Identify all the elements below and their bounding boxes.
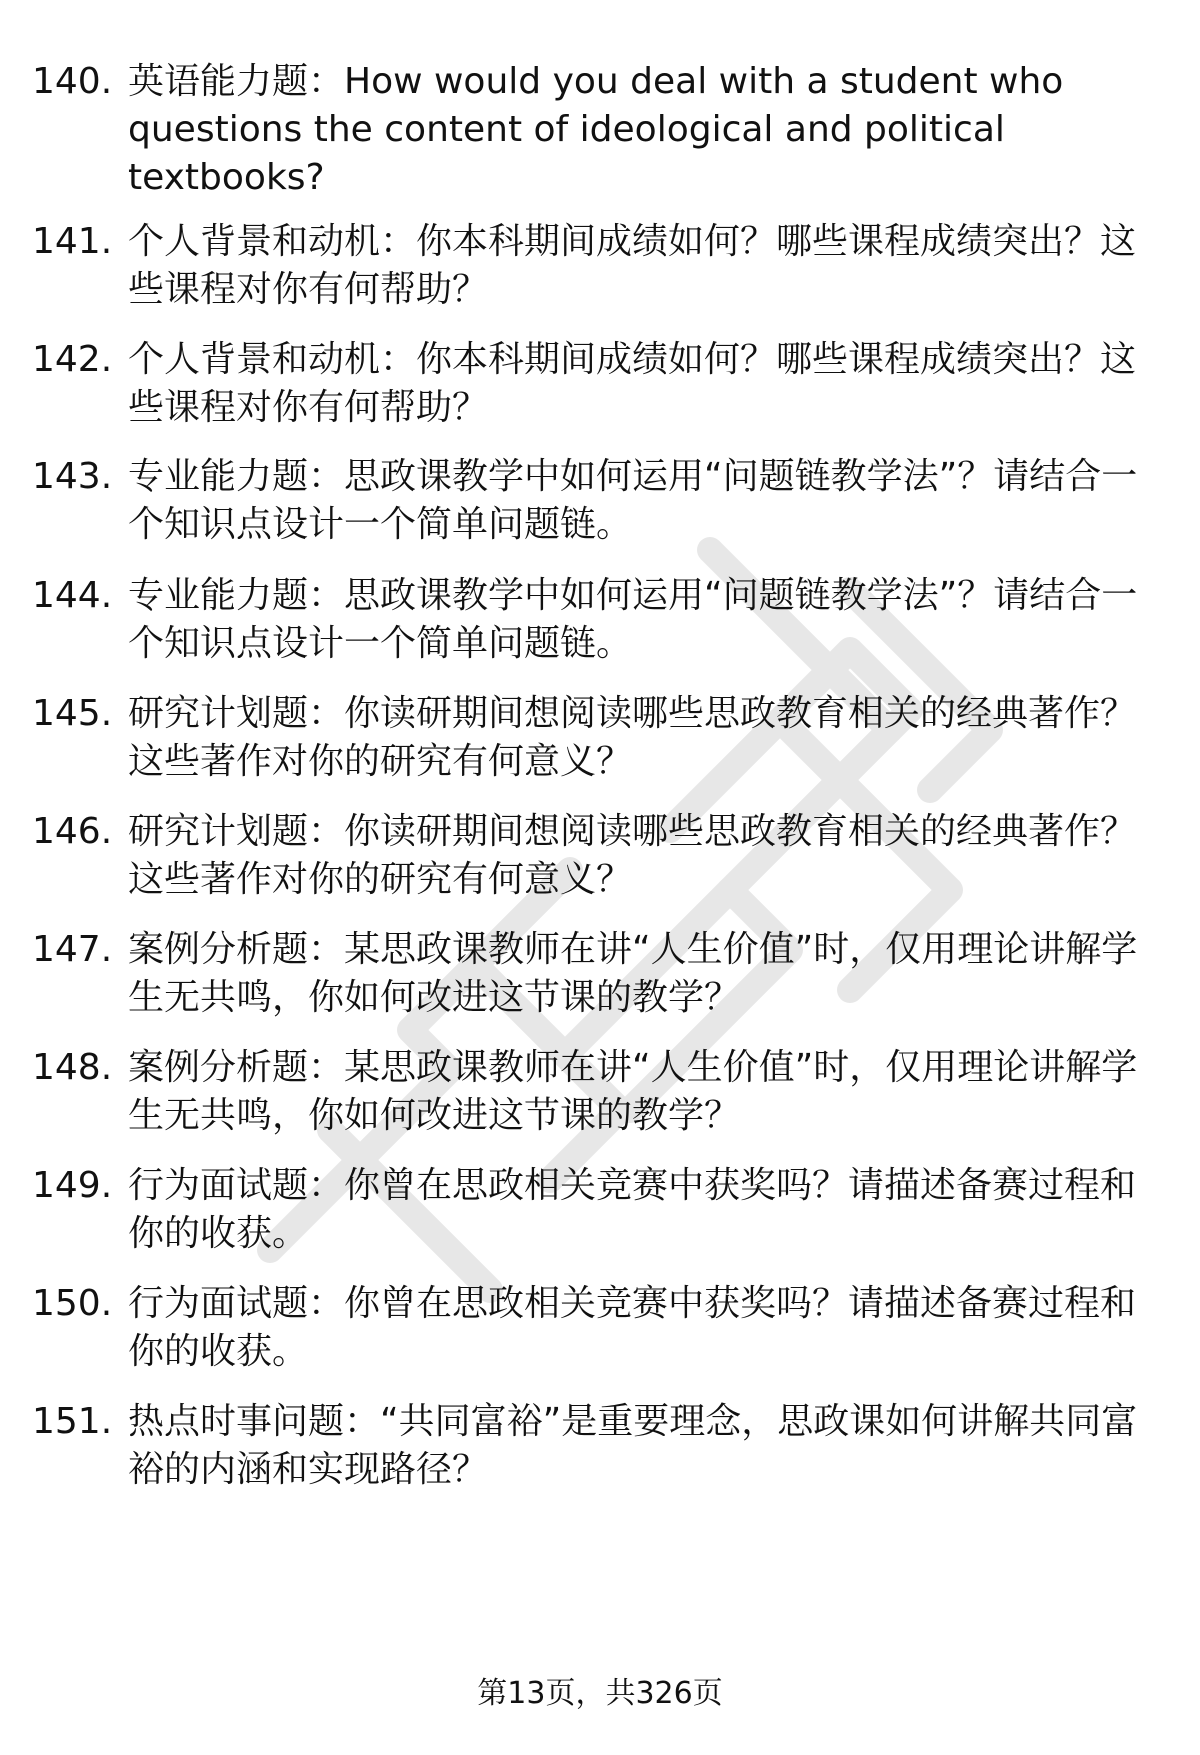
question-number: 141. [32,221,113,262]
question-number: 149. [32,1165,113,1206]
question-text: 专业能力题：思政课教学中如何运用“问题链教学法”？请结合一个知识点设计一个简单问题链。 [128,456,1138,545]
question-text: 研究计划题：你读研期间想阅读哪些思政教育相关的经典著作？这些著作对你的研究有何意义？ [128,811,1137,900]
question-text: 案例分析题：某思政课教师在讲“人生价值”时，仅用理论讲解学生无共鸣，你如何改进这节课的教学？ [128,1047,1138,1136]
question-text: 专业能力题：思政课教学中如何运用“问题链教学法”？请结合一个知识点设计一个简单问题链。 [128,575,1138,664]
question-text: 行为面试题：你曾在思政相关竞赛中获奖吗？请描述备赛过程和你的收获。 [128,1165,1137,1254]
question-number: 140. [32,61,113,102]
question-number: 150. [32,1283,113,1324]
question-number: 143. [32,456,113,497]
question-text: 行为面试题：你曾在思政相关竞赛中获奖吗？请描述备赛过程和你的收获。 [128,1283,1137,1372]
question-text: 个人背景和动机：你本科期间成绩如何？哪些课程成绩突出？这些课程对你有何帮助？ [128,339,1137,428]
page-footer: 第13页，共326页 [477,1676,723,1711]
question-number: 151. [32,1401,113,1442]
question-text: 案例分析题：某思政课教师在讲“人生价值”时，仅用理论讲解学生无共鸣，你如何改进这节课的教学？ [128,929,1138,1018]
question-text: 个人背景和动机：你本科期间成绩如何？哪些课程成绩突出？这些课程对你有何帮助？ [128,221,1137,310]
question-number: 147. [32,929,113,970]
question-text: 研究计划题：你读研期间想阅读哪些思政教育相关的经典著作？这些著作对你的研究有何意义？ [128,693,1137,782]
question-number: 142. [32,339,113,380]
question-text: 热点时事问题：“共同富裕”是重要理念，思政课如何讲解共同富裕的内涵和实现路径？ [128,1401,1138,1490]
question-number: 148. [32,1047,113,1088]
question-number: 145. [32,693,113,734]
question-number: 144. [32,575,113,616]
question-text: 英语能力题：How would you deal with a student who questions the content of ideological and political textbooks? [128,61,1064,198]
question-number: 146. [32,811,113,852]
